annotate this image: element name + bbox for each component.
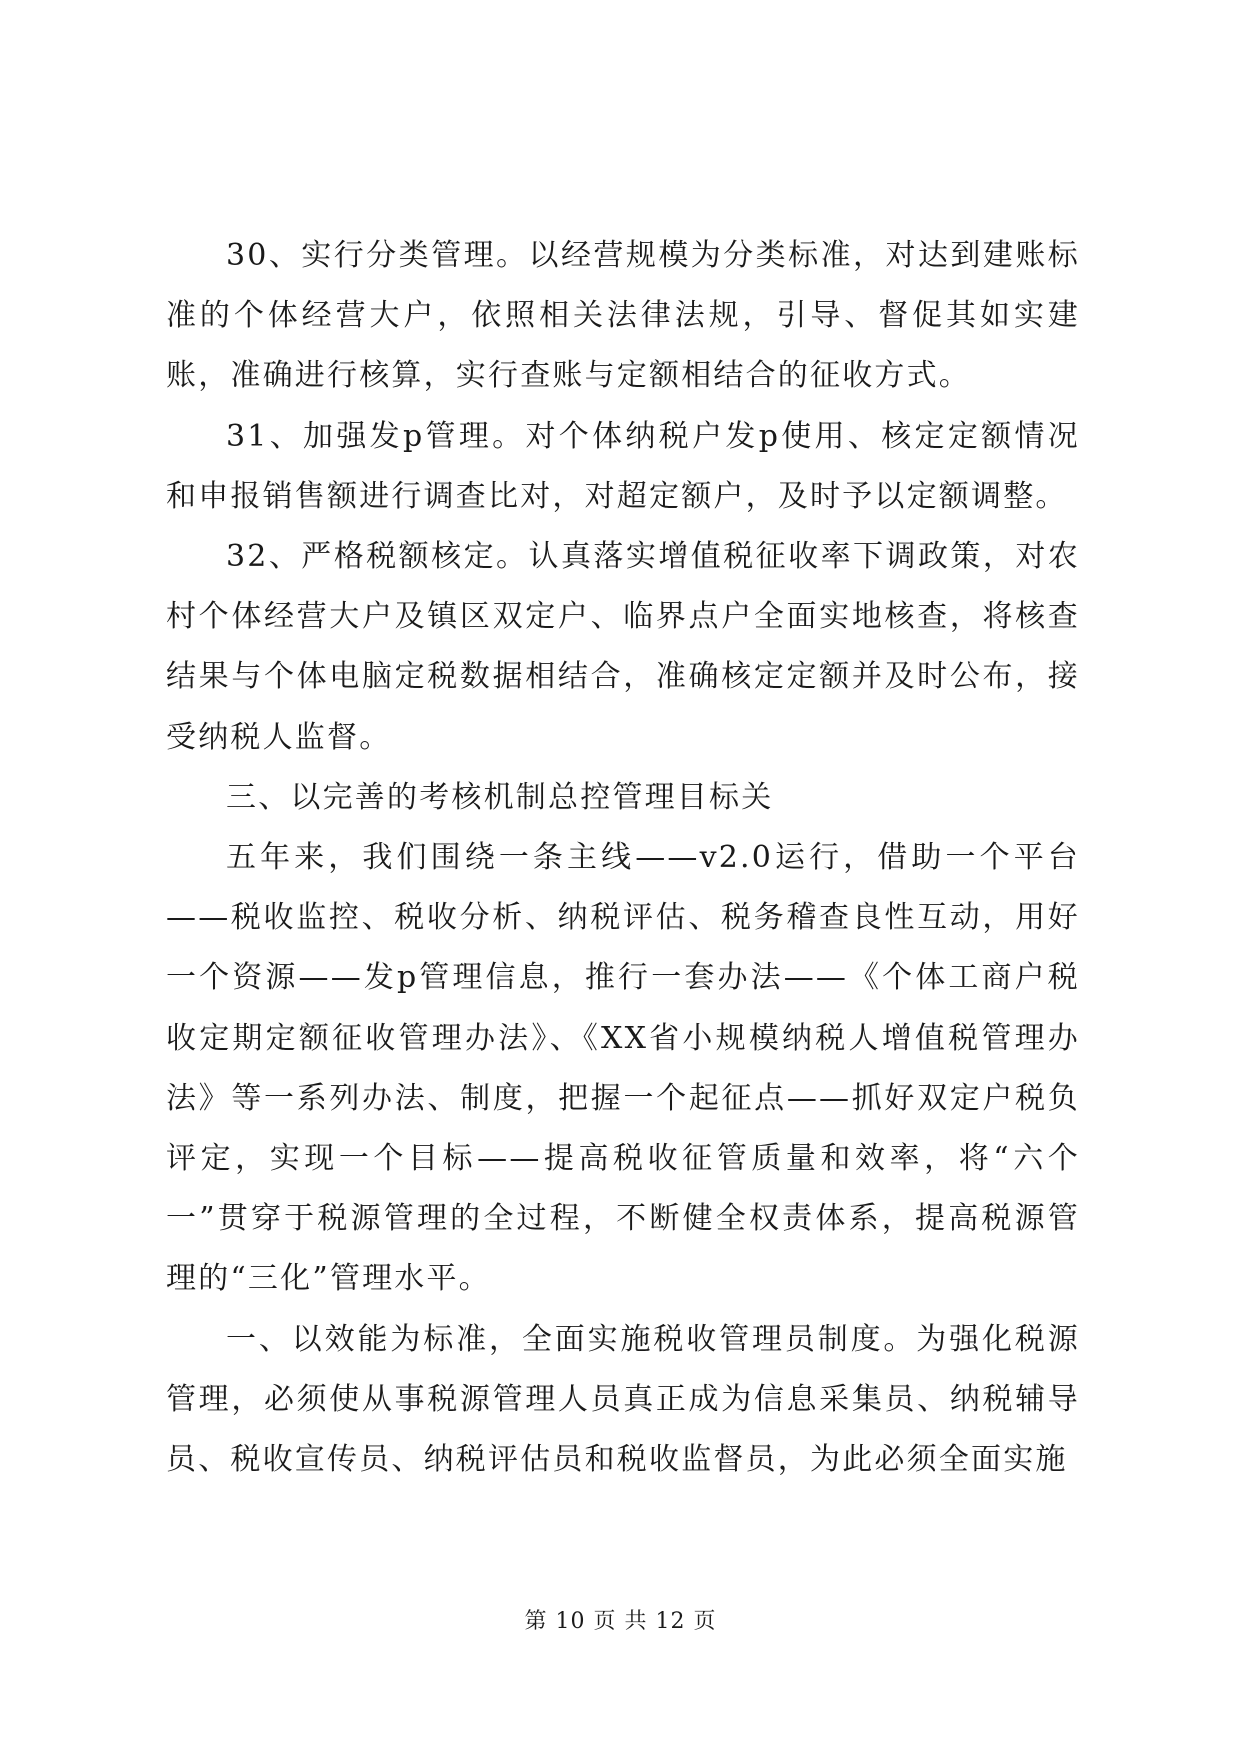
paragraph-efficiency: 一、以效能为标准，全面实施税收管理员制度。为强化税源管理，必须使从事税源管理人员真正成为信息采集员、纳税辅导员、税收宣传员、纳税评估员和税收监督员，为此必须全面实施 (166, 1321, 1080, 1478)
paragraph-32: 32、严格税额核定。认真落实增值税征收率下调政策，对农村个体经营大户及镇区双定户、临界点户全面实地核查，将核查结果与个体电脑定税数据相结合，准确核定定额并及时公布，接受纳税人监督。 (166, 539, 1080, 755)
paragraph-30: 30、实行分类管理。以经营规模为分类标准，对达到建账标准的个体经营大户，依照相关法律法规，引导、督促其如实建账，准确进行核算，实行查账与定额相结合的征收方式。 (166, 238, 1080, 394)
paragraph-31: 31、加强发p管理。对个体纳税户发p使用、核定定额情况和申报销售额进行调查比对，对超定额户，及时予以定额调整。 (166, 418, 1080, 514)
section-heading-3: 三、以完善的考核机制总控管理目标关 (226, 779, 774, 815)
page-footer (0, 1604, 1241, 1635)
paragraph-five-years: 五年来，我们围绕一条主线——v2.0运行，借助一个平台——税收监控、税收分析、纳税评估、税务稽查良性互动，用好一个资源——发p管理信息，推行一套办法——《个体工商户税收定期定额征收管理办法》、《XX省小规模纳税人增值税管理办法》等一系列办法、制度，把握一个起征点——抓好双定户税负评定，实现一个目标——提高税收征管质量和效率，将“六个一”贯穿于税源管理的全过程，不断健全权责体系，提高税源管理的“三化”管理水平。 (166, 840, 1080, 1297)
page-number: 第 10 页 共 12 页 (524, 1609, 717, 1634)
document-body (166, 226, 1080, 1490)
